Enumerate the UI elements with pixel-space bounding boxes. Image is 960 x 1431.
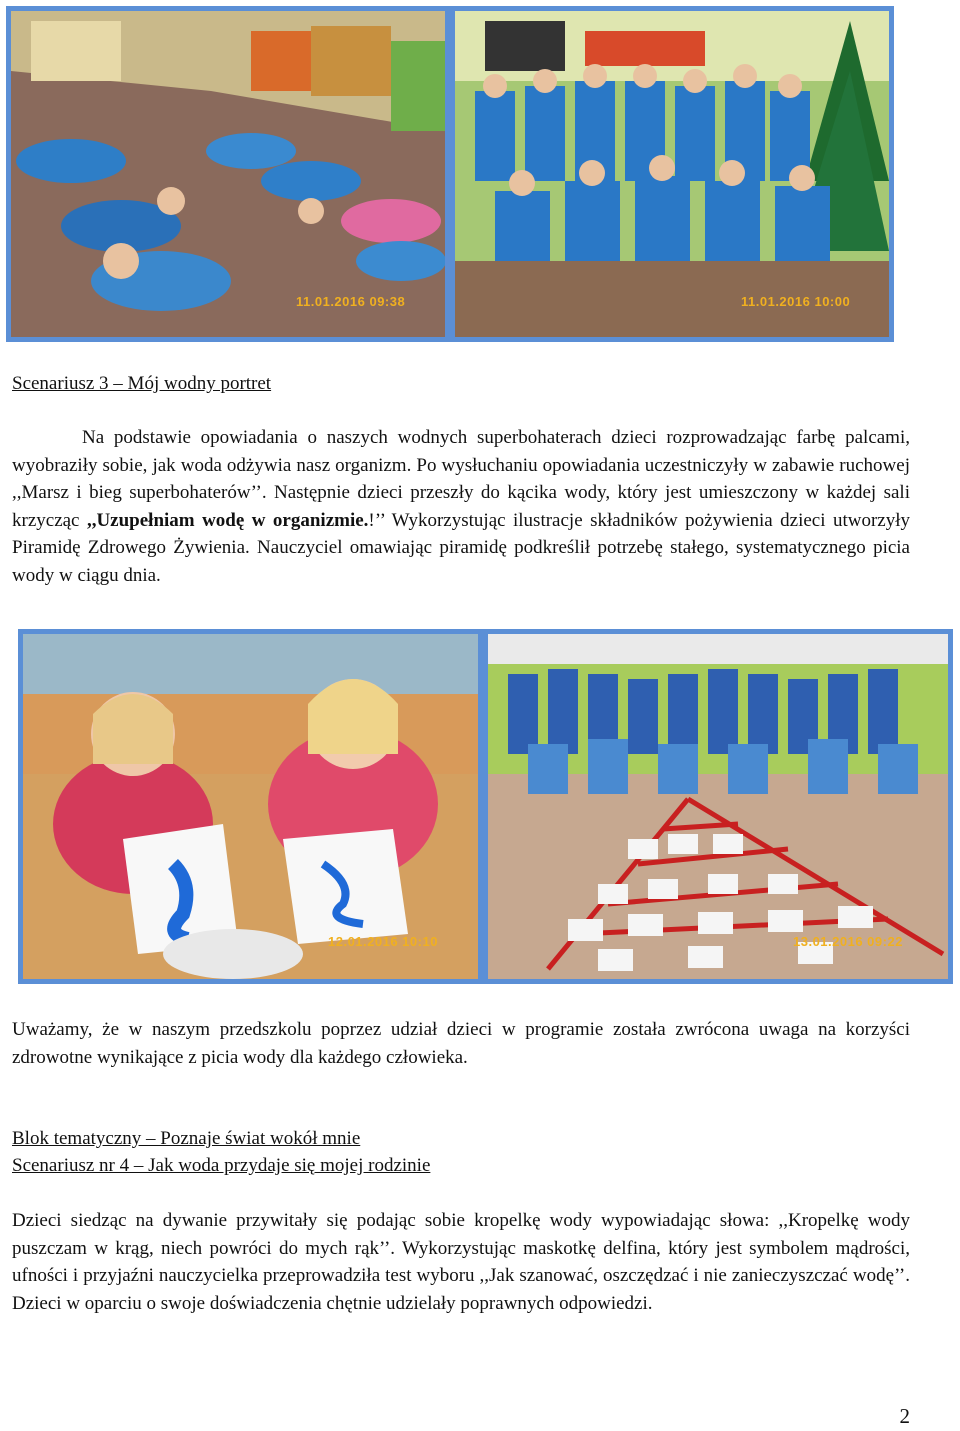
photo-food-pyramid-image xyxy=(488,634,948,979)
scenario-3-paragraph xyxy=(12,424,910,589)
photo-food-pyramid xyxy=(483,629,953,984)
paragraph-text: !’’ Wykorzystując ilustracje składników pożywienia dzieci utworzyły Piramidę Zdrowego Żywienia. Nauczyciel omawiając piramidę podkreślił potrzebę stałego, systematycznego picia wody w ciągu dnia. xyxy=(12,509,911,586)
scenario-4-heading: Scenariusz nr 4 – Jak woda przydaje się mojej rodzinie xyxy=(12,1155,431,1176)
photo-timestamp: 13.01.2016 09:22 xyxy=(793,934,903,949)
thematic-block-heading: Blok tematyczny – Poznaje świat wokół mnie xyxy=(12,1128,361,1149)
photo-children-lying-image xyxy=(11,11,445,337)
photo-group-christmas-tree-image xyxy=(455,11,889,337)
photo-timestamp: 11.01.2016 09:38 xyxy=(296,294,406,309)
photo-girls-painting xyxy=(18,629,483,984)
summary-paragraph: Uważamy, że w naszym przedszkolu poprzez udział dzieci w programie została zwrócona uwaga na korzyści zdrowotne wynikające z picia wody dla każdego człowieka. xyxy=(12,1019,910,1068)
scenario-3-heading: Scenariusz 3 – Mój wodny portret xyxy=(12,373,272,394)
photo-timestamp: 12.01.2016 10:10 xyxy=(328,934,438,949)
paragraph-bold-phrase: ,,Uzupełniam wodę w organizmie. xyxy=(86,509,369,531)
scenario-4-paragraph: Dzieci siedząc na dywanie przywitały się podając sobie kropelkę wody wypowiadając słowa: ,,Kropelkę wody puszczam w krąg, niech powróci do mych rąk’’. Wykorzystując maskotkę delfina, który jest symbolem mądrości, ufności i przyjaźni nauczycielka przeprowadziła test wyboru ,,Jak szanować, oszczędzać i nie zanieczyszczać wodę’’. Dzieci w oparciu o swoje doświadczenia chętnie udzielały poprawnych odpowiedzi. xyxy=(12,1210,910,1314)
photo-children-lying xyxy=(6,6,450,342)
page-number: 2 xyxy=(899,1404,910,1428)
paragraph-text: Na podstawie opowiadania o naszych wodnych superbohaterach dzieci rozprowadzając farbę palcami, wyobraziły sobie, jak woda odżywia nasz organizm. Po wysłuchaniu opowiadania uczestniczyły w zabawie ruchowej ,,Marsz i bieg superbohaterów’’. Następnie dzieci przeszły do kącika wody, który jest umieszczony w każdej sali krzycząc xyxy=(12,427,910,531)
photo-girls-painting-image xyxy=(23,634,478,979)
photo-timestamp: 11.01.2016 10:00 xyxy=(741,294,851,309)
photo-group-christmas-tree xyxy=(450,6,894,342)
